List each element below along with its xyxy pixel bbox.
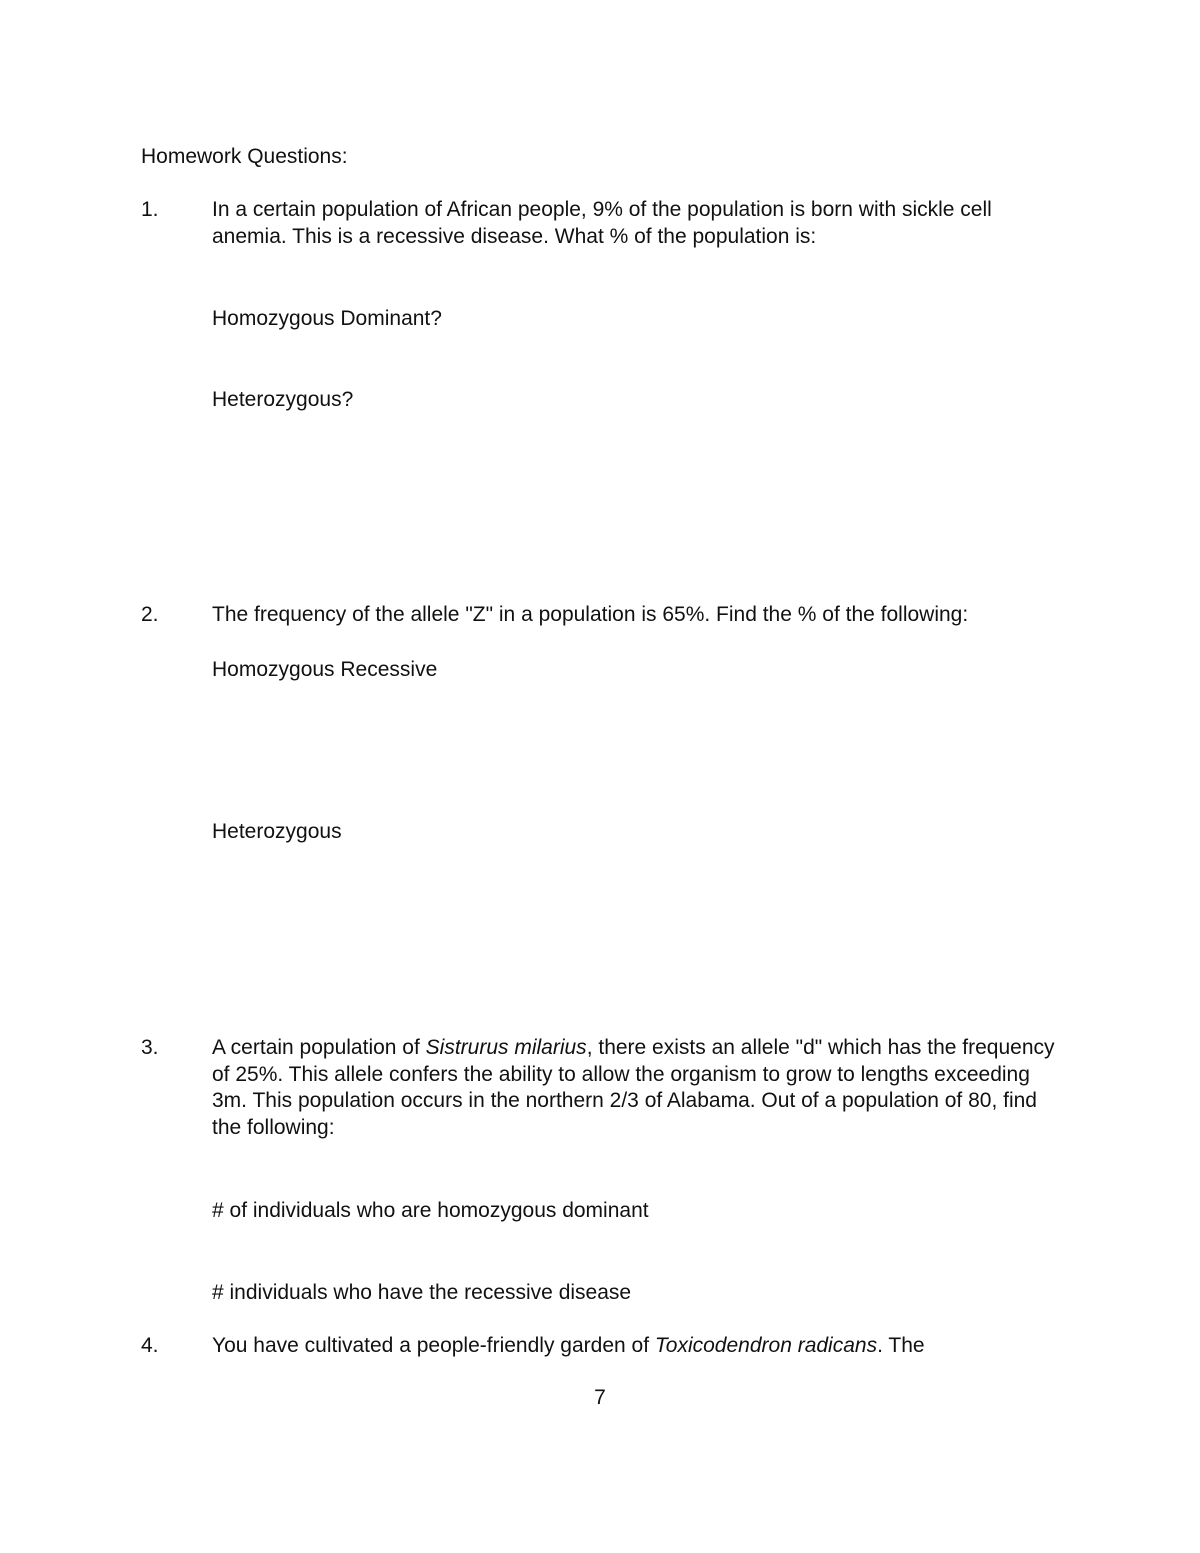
question-text — [212, 1333, 1062, 1360]
question-2-part-2: Heterozygous — [212, 820, 342, 843]
question-text-end: , there exists an allele "d" which has the frequency of 25%. This allele confers the ability to allow the organism to grow to lengths exceeding 3m. This population occurs in the northern 2/3 of Alabama. Out of a population of 80, find the following: — [212, 1036, 1055, 1139]
question-text: In a certain population of African people, 9% of the population is born with sickle cell anemia. This is a recessive disease. What % of the population is: — [212, 198, 992, 248]
species-name: Toxicodendron radicans — [654, 1334, 878, 1357]
question-number: 1. — [141, 198, 159, 221]
question-text-start: You have cultivated a people-friendly garden of — [212, 1334, 655, 1357]
question-text-end: . The — [877, 1334, 925, 1357]
question-1-part-1: Homozygous Dominant? — [212, 307, 442, 330]
question-text-start: A certain population of — [212, 1036, 426, 1059]
question-text — [212, 1035, 1062, 1141]
question-text: The frequency of the allele "Z" in a population is 65%. Find the % of the following: — [212, 603, 969, 626]
homework-heading: Homework Questions: — [141, 145, 348, 168]
question-1-part-2: Heterozygous? — [212, 388, 354, 411]
question-number: 2. — [141, 603, 159, 626]
species-name: Sistrurus milarius — [425, 1036, 587, 1059]
question-number: 4. — [141, 1334, 159, 1357]
question-3-part-2: # individuals who have the recessive disease — [212, 1281, 632, 1304]
question-number: 3. — [141, 1036, 159, 1059]
question-2-part-1: Homozygous Recessive — [212, 658, 438, 681]
question-3-part-1: # of individuals who are homozygous dominant — [212, 1199, 649, 1222]
page-number: 7 — [594, 1386, 606, 1409]
